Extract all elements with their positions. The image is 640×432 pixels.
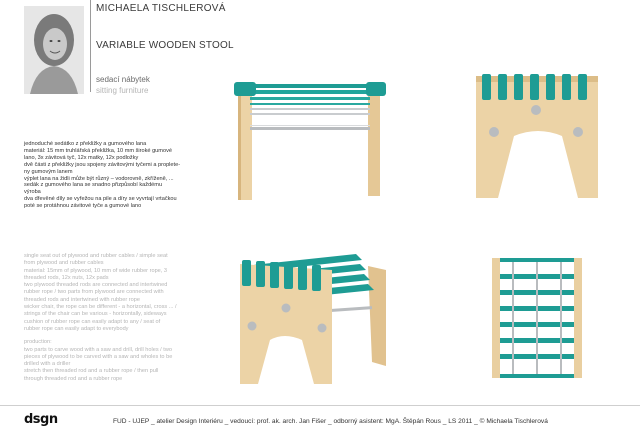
portrait-image [24,6,84,94]
description-line: rubber rope can easily adapt to everybody [24,325,129,332]
description-line: lano, 3x závitová tyč, 12x matky, 12x podložky [24,154,139,161]
description-line: cushion of rubber rope can easily adapt to any / seat of [24,318,161,325]
description-line: drilled with a driller [24,361,71,368]
stool-top-view-render [492,258,582,378]
category-czech: sedací nábytek [96,75,150,84]
description-line: dvě části z překližky jsou spojeny závitovými tyčemi a proplete- [24,161,181,168]
description-line: material: 15mm of plywood, 10 mm of wide rubber rope, 3 [24,267,168,274]
description-line: poté se protáhnou závitové tyče a gumové lano [24,203,142,210]
product-title: VARIABLE WOODEN STOOL [96,40,234,51]
category-english: sitting furniture [96,86,149,95]
description-line: výroba [24,189,41,196]
description-line: threaded rods, 12x nuts, 12x pads [24,274,109,281]
description-line: threaded rods and intertwined with rubber rope [24,296,140,303]
description-line: materiál: 15 mm truhlářská překližka, 10 mm široké gumové [24,147,172,154]
description-line: wicker chair, the rope can be different - a horizontal, cross ... / [24,304,177,311]
description-english [24,253,220,383]
description-line: through threaded rod and a rubber rope [24,375,123,382]
stool-perspective-render [236,250,396,390]
designer-portrait [24,6,84,94]
description-line: strings of the chair can be various - horizontally, sideways [24,311,167,318]
description-line: single seat out of plywood and rubber cables / simple seat [24,253,168,259]
stool-side-view-render [228,70,398,200]
description-line: jednoduché sedátko z překližky a gumového lana [24,141,147,147]
footer-divider [0,405,640,406]
description-line: from plywood and rubber cables [24,260,104,267]
description-line: sedák z gumového lana se snadno přizpůsobí každému [24,182,163,189]
description-line: ny gumovým lanem [24,168,73,175]
description-line: two parts to carve wood with a saw and drill, drill holes / two [24,346,172,353]
description-line: rubber rope / two parts from plywood are connected with [24,289,164,296]
footer-credits: FUD - UJEP _ atelier Design Interiéru _ vedoucí: prof. ak. arch. Jan Fišer _ odborný asistent: MgA. Štěpán Rous _ LS 2011 _ © Michaela Tischlerová [113,418,548,425]
description-line: production: [24,339,52,346]
description-line: dva dřevěné díly se vyřežou na pile a díry se vyvrtají vrtačkou [24,196,177,203]
stool-front-view-render [474,70,602,200]
dsgn-logo: dsgn [24,412,58,427]
description-line: výplet lana na židli může být různý – vodorovně, zkříženě, ... [24,175,174,182]
description-czech [24,141,220,210]
description-line: two plywood threaded rods are connected and intertwined [24,282,168,289]
description-line: stretch then threaded rod and a rubber rope / then pull [24,368,159,375]
description-line: pieces of plywood to be carved with a saw and wholes to be [24,353,173,360]
designer-name: MICHAELA TISCHLEROVÁ [96,3,226,14]
header-divider [90,0,91,92]
